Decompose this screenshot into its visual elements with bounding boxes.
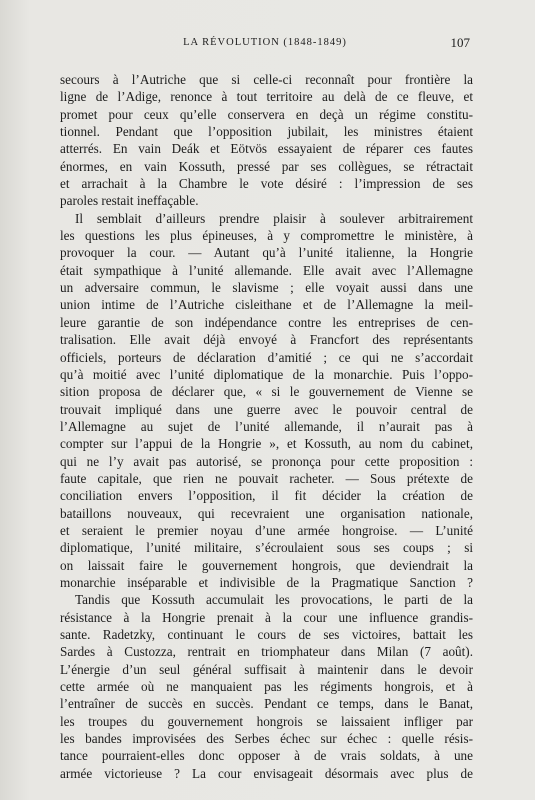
text-line: diplomatique, l’unité militaire, s’écroulaient sous ses coups ; si — [60, 540, 473, 556]
running-head — [60, 37, 470, 57]
text-line: tralisation. Elle avait déjà envoyé à Francfort des représentants — [60, 332, 473, 348]
text-line: trouvait impliqué dans une guerre avec le pouvoir central de — [60, 401, 473, 417]
text-line: on laissait faire le gouvernement hongrois, que deviendrait la — [60, 557, 473, 573]
body-text — [60, 71, 473, 782]
text-line: Sardes à Custozza, rentrait en triomphateur dans Milan (7 août). — [60, 644, 473, 660]
text-line: tance pourraient-elles donc opposer à de vrais soldats, à une — [60, 748, 473, 764]
text-line: qu’à moitié avec l’unité diplomatique de la monarchie. Puis l’oppo- — [60, 366, 473, 382]
text-line: un adversaire commun, le slavisme ; elle voyait aussi dans une — [60, 280, 473, 296]
running-title: LA RÉVOLUTION (1848-1849) — [183, 37, 347, 48]
page-number: 107 — [450, 35, 470, 50]
text-line: cette armée où ne manquaient pas les régiments hongrois, et à — [60, 679, 473, 695]
text-line: compter sur l’appui de la Hongrie », et Kossuth, au nom du cabinet, — [60, 436, 473, 452]
text-line: énormes, en vain Kossuth, pressé par ses collègues, se rétractait — [60, 158, 473, 174]
text-line: les questions les plus épineuses, à y compromettre le ministère, à — [60, 228, 473, 244]
text-line: atterrés. En vain Deák et Eötvös essayaient de réparer ces fautes — [60, 141, 473, 157]
text-line: faute capitale, que rien ne pouvait racheter. — Sous prétexte de — [60, 470, 473, 486]
text-line: monarchie inséparable et indivisible de la Pragmatique Sanction ? — [60, 574, 473, 590]
text-line: et seraient le premier noyau d’une armée hongroise. — L’unité — [60, 522, 473, 538]
text-line: paroles restait ineffaçable. — [60, 193, 199, 209]
text-line: armée victorieuse ? La cour envisageait désormais avec plus de — [60, 765, 473, 781]
text-line: Il semblait d’ailleurs prendre plaisir à soulever arbitrairement — [75, 210, 473, 226]
text-line: bataillons nouveaux, qui recevraient une organisation nationale, — [60, 505, 473, 521]
text-line: l’entraîner de succès en succès. Pendant ce temps, dans le Banat, — [60, 696, 473, 712]
text-line: tionnel. Pendant que l’opposition jubilait, les ministres étaient — [60, 124, 473, 140]
text-line: qui ne l’y avait pas autorisé, se prononça pour cette proposition : — [60, 453, 473, 469]
text-line: sition proposa de déclarer que, « si le gouvernement de Vienne se — [60, 384, 473, 400]
text-line: était sympathique à l’unité allemande. Elle avait avec l’Allemagne — [60, 262, 473, 278]
text-line: officiels, porteurs de déclaration d’amitié ; ce qui ne s’accordait — [60, 349, 473, 365]
text-line: provoquer la cour. — Autant qu’à l’unité italienne, la Hongrie — [60, 245, 473, 261]
text-line: l’Allemagne au sujet de l’unité allemande, il n’aurait pas à — [60, 418, 473, 434]
text-line: les troupes du gouvernement hongrois se laissaient infliger par — [60, 713, 473, 729]
text-line: L’énergie d’un seul général suffisait à maintenir dans le devoir — [60, 661, 473, 677]
text-line: conciliation envers l’opposition, il fit décider la création de — [60, 488, 473, 504]
text-line: union intime de l’Autriche cisleithane et de l’Allemagne la meil- — [60, 297, 473, 313]
text-line: ligne de l’Adige, renonce à tout territoire au delà de ce fleuve, et — [60, 89, 473, 105]
text-line: Tandis que Kossuth accumulait les provocations, le parti de la — [75, 592, 473, 608]
text-line: résistance à la Hongrie prenait à la cour une influence grandis- — [60, 609, 473, 625]
text-line: secours à l’Autriche que si celle-ci reconnaît pour frontière la — [60, 72, 473, 87]
text-line: sante. Radetzky, continuant le cours de ses victoires, battait les — [60, 627, 473, 642]
text-line: les bandes improvisées des Serbes échec sur échec : quelle résis- — [60, 731, 473, 747]
text-line: leure garantie de son indépendance contre les entreprises de cen- — [60, 314, 473, 330]
text-line: promet pour ceux qu’elle conservera en deçà un régime constitu- — [60, 106, 473, 122]
text-line: et arrachait à la Chambre le vote désiré : l’impression de ses — [60, 176, 473, 192]
